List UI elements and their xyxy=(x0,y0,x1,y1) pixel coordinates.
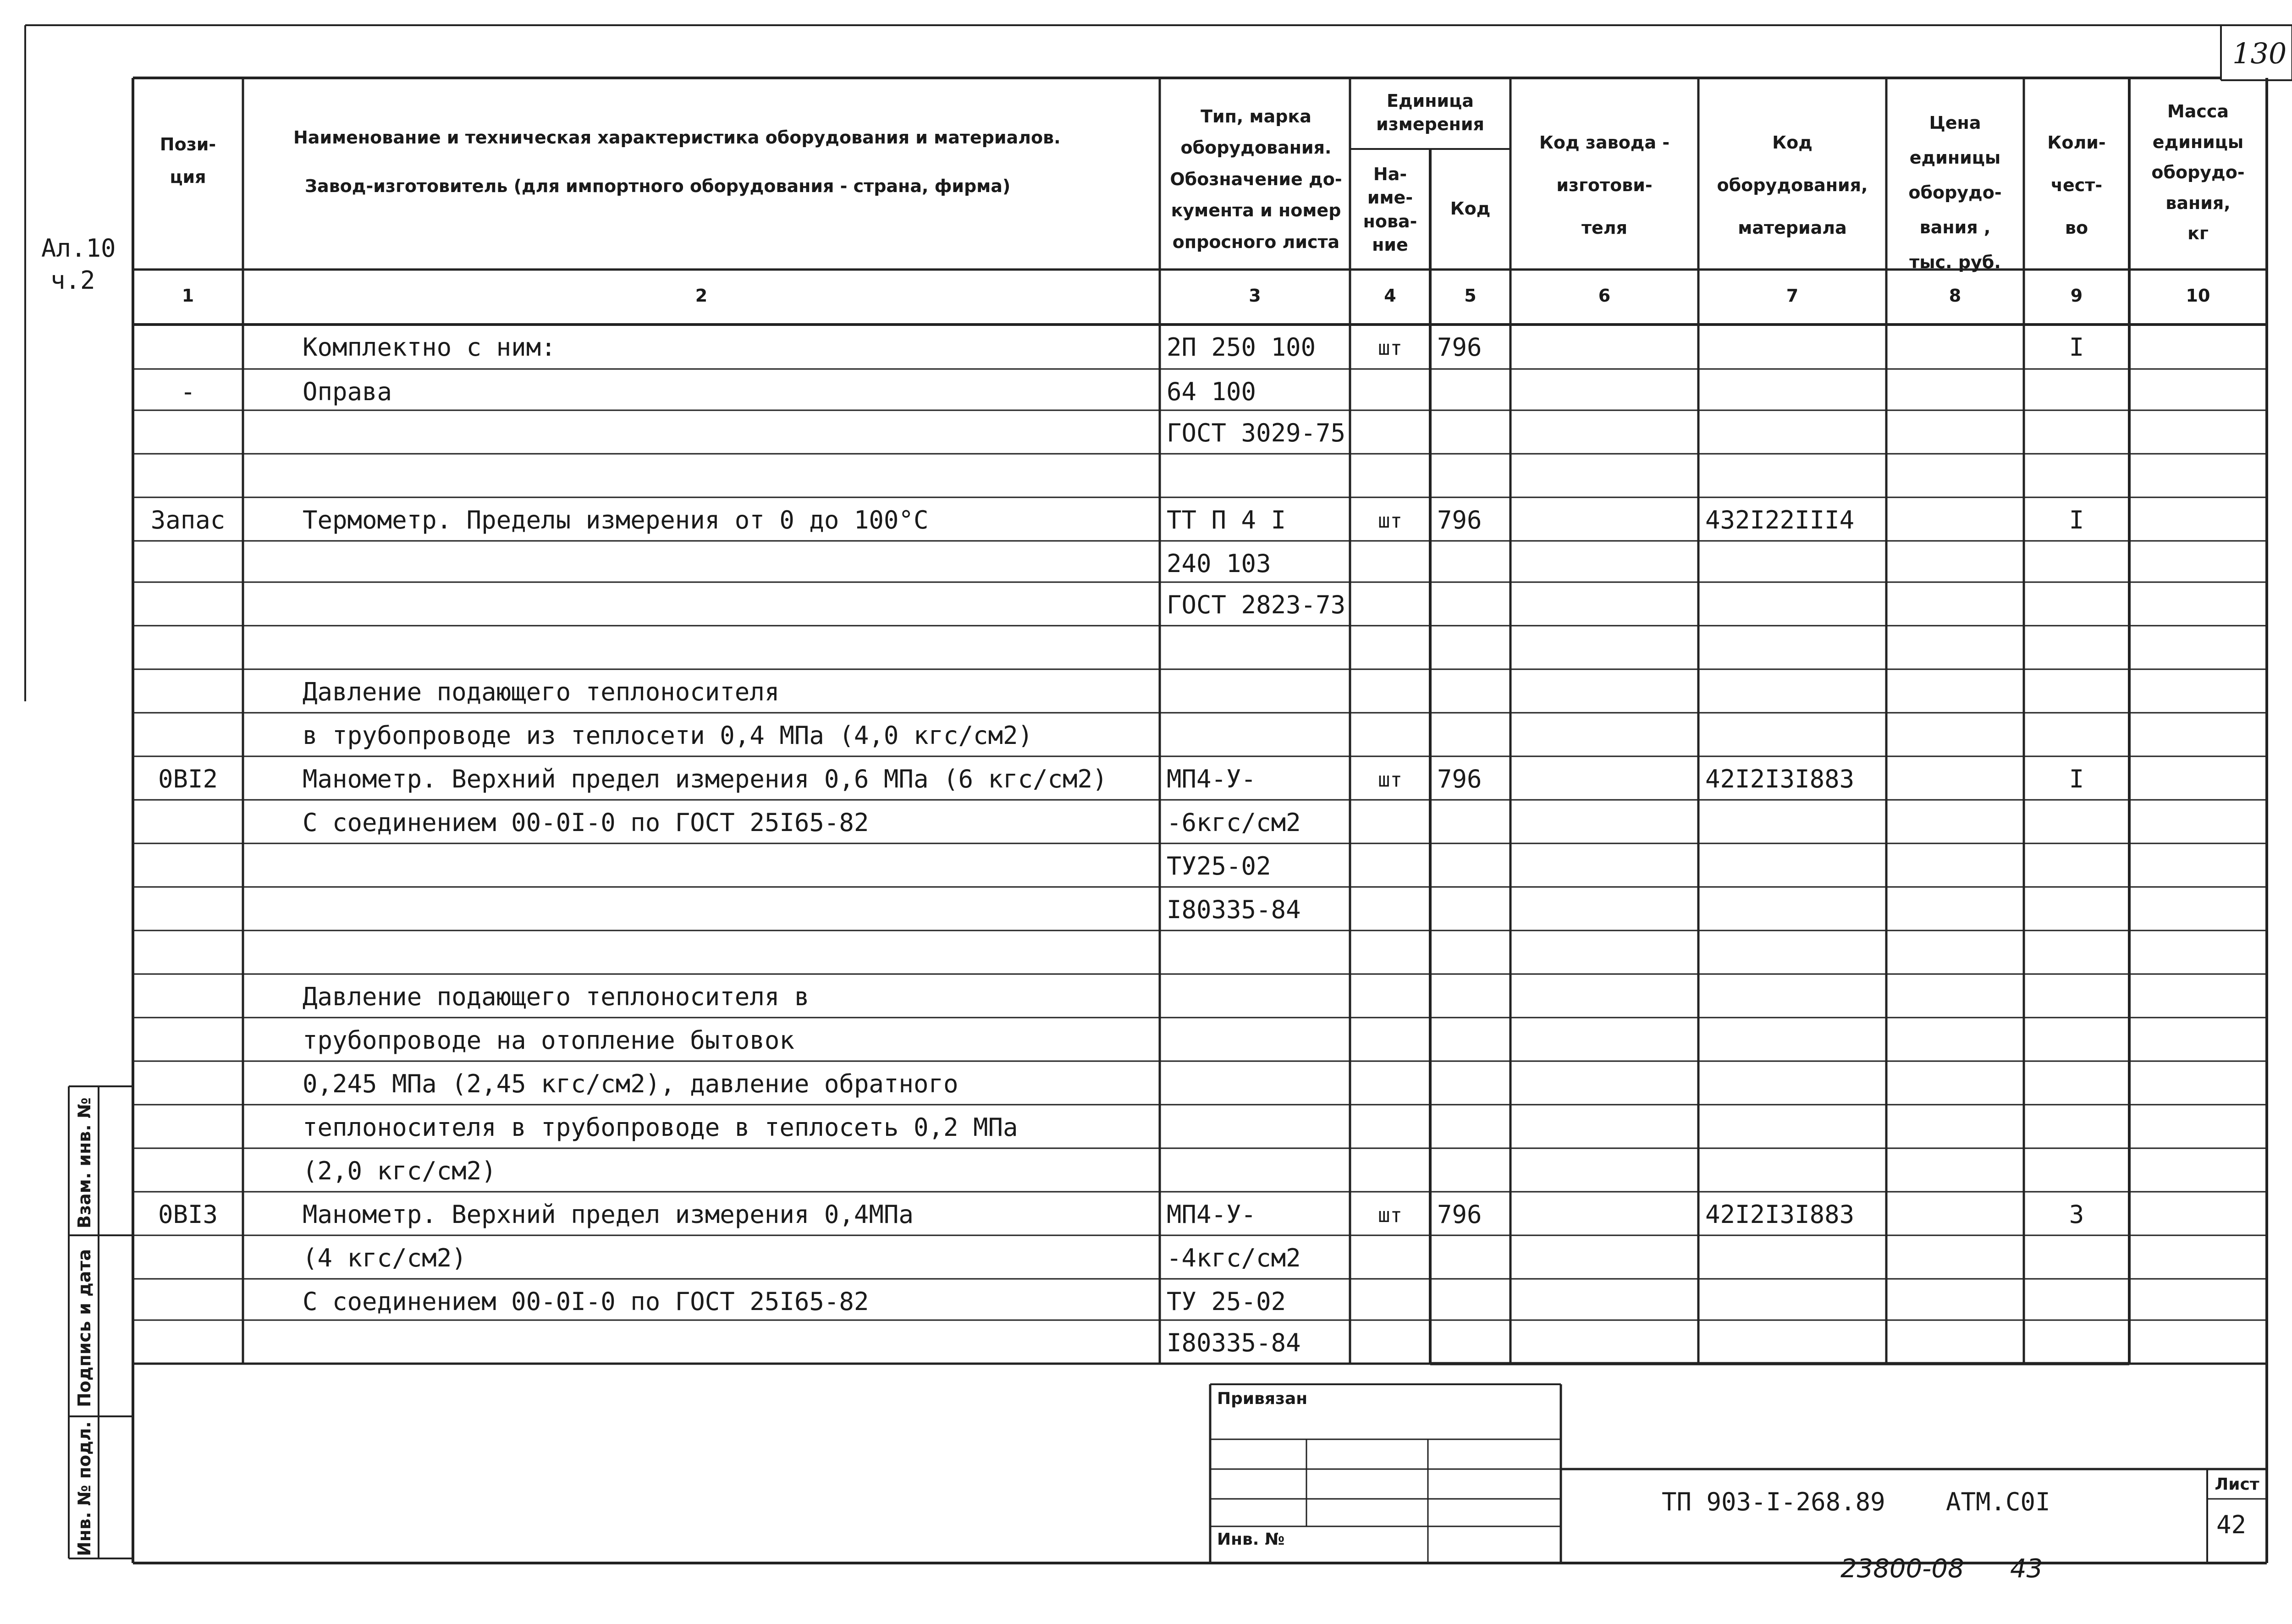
side-stamp-podpis: Подпись и дата xyxy=(74,1249,94,1407)
cell-name: трубопроводе на отопление бытовок xyxy=(303,1026,794,1055)
cell-quantity: I xyxy=(2069,506,2084,534)
cell-type: I80335-84 xyxy=(1167,1328,1301,1357)
colnum-10: 10 xyxy=(2186,286,2210,306)
cell-position: Запас xyxy=(150,506,226,534)
stamp-inv-no: Инв. № xyxy=(1217,1530,1285,1549)
side-stamp-vzam: Взам. инв. № xyxy=(74,1097,94,1228)
colnum-6: 6 xyxy=(1598,286,1611,306)
cell-unit: шт xyxy=(1378,768,1402,792)
cell-equipment-code: 42I2I3I883 xyxy=(1705,1200,1855,1229)
cell-type: 64 100 xyxy=(1167,377,1256,406)
colnum-2: 2 xyxy=(695,286,708,306)
colnum-3: 3 xyxy=(1249,286,1261,306)
cell-name: Давление подающего теплоносителя xyxy=(303,677,780,706)
cell-type: I80335-84 xyxy=(1167,895,1301,924)
cell-type: ТУ25-02 xyxy=(1167,852,1271,881)
cell-type: 240 103 xyxy=(1167,549,1271,578)
cell-name: Давление подающего теплоносителя в xyxy=(303,982,810,1011)
left-margin-label-2: ч.2 xyxy=(50,266,95,295)
cell-name: Оправа xyxy=(303,377,392,406)
cell-unit: шт xyxy=(1378,509,1402,533)
cell-name: 0,245 МПа (2,45 кгс/см2), давление обратного xyxy=(303,1069,959,1098)
header-col1: Пози- ция xyxy=(160,134,216,187)
cell-code: 796 xyxy=(1437,333,1482,362)
cell-name: теплоносителя в трубопроводе в теплосеть 0,2 МПа xyxy=(303,1113,1018,1142)
cell-code: 796 xyxy=(1437,506,1482,534)
doc-code: ТП 903-I-268.89 xyxy=(1662,1487,1885,1516)
header-col9: Коли- чест- во xyxy=(2047,132,2106,238)
cell-type: ГОСТ 3029-75 xyxy=(1167,418,1346,447)
header-col7: Код оборудования, материала xyxy=(1717,132,1868,238)
colnum-8: 8 xyxy=(1949,286,1961,306)
cell-name: в трубопроводе из теплосети 0,4 МПа (4,0 кгс/см2) xyxy=(303,721,1033,750)
cell-unit: шт xyxy=(1378,1204,1402,1227)
header-col6: Код завода - изготови- теля xyxy=(1539,132,1670,238)
cell-type: ТТ П 4 I xyxy=(1167,506,1286,534)
cell-name: Термометр. Пределы измерения от 0 до 100°С xyxy=(303,506,929,534)
side-stamp-inv: Инв. № подл. xyxy=(74,1421,94,1556)
colnum-5: 5 xyxy=(1464,286,1477,306)
header-col10: Масса единицы оборудо- вания, кг xyxy=(2151,101,2245,243)
cell-quantity: 3 xyxy=(2069,1200,2084,1229)
left-margin-label-1: Ал.10 xyxy=(41,234,116,263)
cell-name: С соединением 00-0I-0 по ГОСТ 25I65-82 xyxy=(303,808,869,837)
colnum-9: 9 xyxy=(2070,286,2083,306)
cell-name: Манометр. Верхний предел измерения 0,4МПа xyxy=(303,1200,914,1229)
cell-name: Комплектно с ним: xyxy=(303,333,556,362)
cell-type: МП4-У- xyxy=(1167,1200,1256,1229)
cell-position: - xyxy=(180,377,196,406)
sheet-label: Лист xyxy=(2215,1475,2259,1494)
corner-sheet-number: 130 xyxy=(2232,37,2287,70)
cell-code: 796 xyxy=(1437,1200,1482,1229)
header-col45-top: Единица измерения xyxy=(1376,91,1484,135)
cell-quantity: I xyxy=(2069,765,2084,793)
cell-equipment-code: 432I22III4 xyxy=(1705,506,1855,534)
cell-quantity: I xyxy=(2069,333,2084,362)
cell-type: МП4-У- xyxy=(1167,765,1256,793)
cell-type: ГОСТ 2823-73 xyxy=(1167,590,1346,619)
cell-name: (4 кгс/см2) xyxy=(303,1244,467,1272)
sheet-number: 42 xyxy=(2216,1510,2247,1539)
doc-mark: АТМ.С0I xyxy=(1946,1487,2050,1516)
header-col2: Наименование и техническая характеристика оборудования и материалов. Завод-изготовитель (для импортного оборудования - страна, фирма) xyxy=(293,127,1061,197)
bottom-number: 23800-08 xyxy=(1840,1554,1964,1584)
colnum-4: 4 xyxy=(1384,286,1396,306)
cell-name: С соединением 00-0I-0 по ГОСТ 25I65-82 xyxy=(303,1287,869,1316)
colnum-7: 7 xyxy=(1786,286,1799,306)
cell-unit: шт xyxy=(1378,336,1402,360)
header-col5: Код xyxy=(1450,198,1491,219)
cell-type: -6кгс/см2 xyxy=(1167,808,1301,837)
header-col8: Цена единицы оборудо- вания , тыс. руб. xyxy=(1908,113,2002,272)
cell-position: 0BI2 xyxy=(158,765,218,793)
stamp-privyazan: Привязан xyxy=(1217,1389,1308,1408)
cell-position: 0BI3 xyxy=(158,1200,218,1229)
cell-type: ТУ 25-02 xyxy=(1167,1287,1286,1316)
cell-name: Манометр. Верхний предел измерения 0,6 МПа (6 кгс/см2) xyxy=(303,765,1107,793)
cell-type: -4кгс/см2 xyxy=(1167,1244,1301,1272)
cell-type: 2П 250 100 xyxy=(1167,333,1316,362)
header-col3: Тип, марка оборудования. Обозначение до- кумента и номер опросного листа xyxy=(1170,106,1342,252)
colnum-1: 1 xyxy=(182,286,194,306)
bottom-page: 43 xyxy=(2010,1554,2043,1584)
cell-name: (2,0 кгс/см2) xyxy=(303,1156,496,1185)
cell-code: 796 xyxy=(1437,765,1482,793)
header-col4: На- име- нова- ние xyxy=(1363,164,1417,255)
cell-equipment-code: 42I2I3I883 xyxy=(1705,765,1855,793)
